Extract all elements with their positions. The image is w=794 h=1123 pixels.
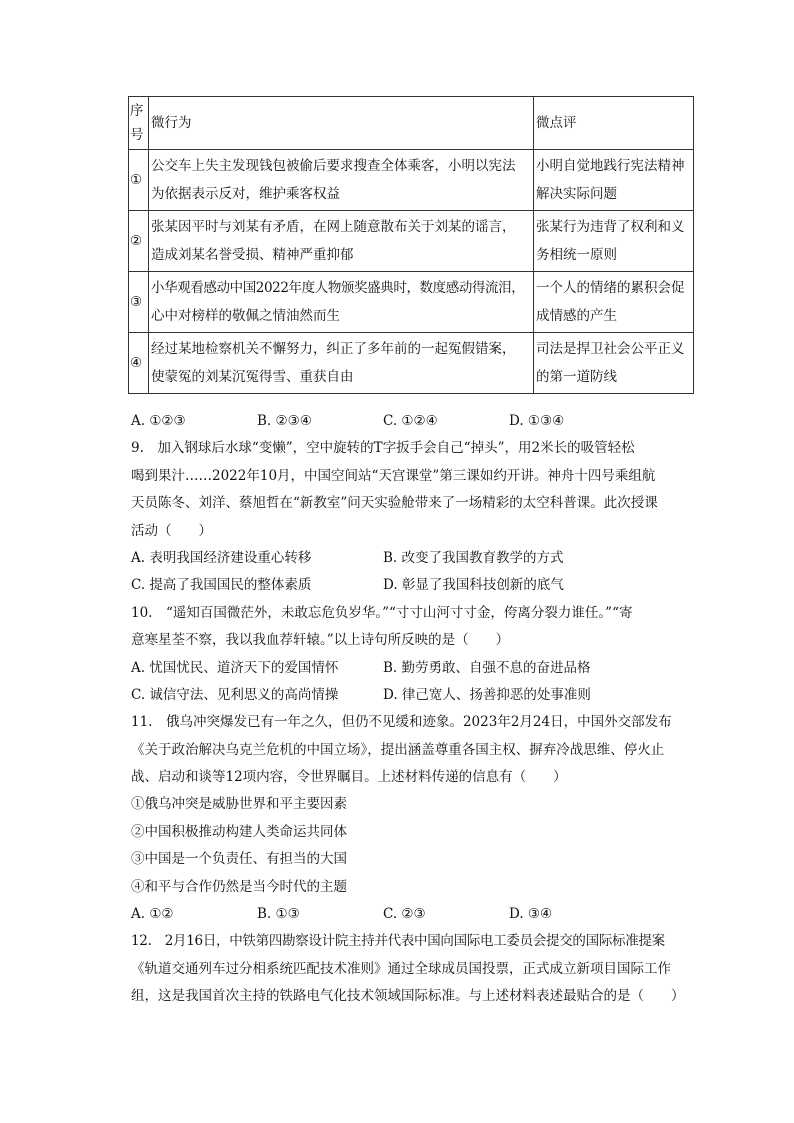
q12-stem-line: 组，这是我国首次主持的铁路电气化技术领域国际标准。与上述材料表述最贴合的是（ ）: [131, 988, 685, 1005]
question-10: [131, 600, 696, 710]
row-num: ④: [129, 333, 149, 394]
q8-options: [131, 408, 696, 435]
q9-stem-line: 9. 加入钢球后水球“变懒”，空中旋转的T字扳手会自己“掉头”，用2米长的吸管轻松: [131, 440, 635, 457]
q12-stem-line: 12. 2月16日，中铁第四勘察设计院主持并代表中国向国际电工委员会提交的国际标准提案: [131, 933, 665, 950]
q9-stem-line: 喝到果汁……2022年10月，中国空间站“天宫课堂”第三课如约开讲。神舟十四号乘组航: [131, 467, 656, 484]
q11-item: ①俄乌冲突是威胁世界和平主要因素: [131, 796, 347, 813]
q11-item: ③中国是一个负责任、有担当的大国: [131, 851, 347, 868]
q11-option-b[interactable]: B. ①③: [257, 906, 300, 923]
row-comment: 司法是捍卫社会公平正义 的第一道防线: [534, 333, 694, 394]
q8-option-d[interactable]: D. ①③④: [509, 413, 565, 429]
row-behavior: 公交车上失主发现钱包被偷后要求搜查全体乘客，小明以宪法 为依据表示反对，维护乘客权益: [149, 150, 534, 211]
q11-item: ④和平与合作仍然是当今时代的主题: [131, 878, 347, 895]
table-row: [129, 333, 694, 394]
q10-option-c[interactable]: C. 诚信守法、见利思义的高尚情操: [131, 686, 339, 703]
row-num: ①: [129, 150, 149, 211]
question-9: [131, 435, 696, 599]
question-12: [131, 928, 696, 1010]
q10-option-b[interactable]: B. 勤劳勇敢、自强不息的奋进品格: [383, 659, 591, 676]
q9-stem-line: 活动（ ）: [131, 522, 212, 539]
question-11: [131, 709, 696, 928]
q11-option-a[interactable]: A. ①②: [131, 906, 174, 923]
q9-stem-line: 天员陈冬、刘洋、蔡旭哲在“新教室”问天实验舱带来了一场精彩的太空科普课。此次授课: [131, 495, 658, 512]
q9-option-b[interactable]: B. 改变了我国教育教学的方式: [383, 549, 564, 566]
q8-option-a[interactable]: A. ①②③: [131, 413, 186, 429]
table-row: [129, 211, 694, 272]
table-header-row: [129, 97, 694, 150]
row-num: ③: [129, 272, 149, 333]
q11-item: ②中国积极推动构建人类命运共同体: [131, 823, 347, 840]
q11-stem-line: 战、启动和谈等12项内容，令世界瞩目。上述材料传递的信息有（ ）: [131, 769, 567, 786]
q9-option-d[interactable]: D. 彰显了我国科技创新的底气: [383, 577, 564, 594]
q9-option-c[interactable]: C. 提高了我国国民的整体素质: [131, 577, 312, 594]
q10-stem-line: 10. “遥知百国微茫外，未敢忘危负岁华。”“寸寸山河寸寸金，侉离分裂力谁任。”“寄: [131, 604, 633, 621]
q10-option-a[interactable]: A. 忧国忧民、道济天下的爱国情怀: [131, 659, 339, 676]
q9-option-a[interactable]: A. 表明我国经济建设重心转移: [131, 549, 312, 566]
row-comment: 小明自觉地践行宪法精神 解决实际问题: [534, 150, 694, 211]
header-seq: 序号: [129, 97, 149, 150]
row-behavior: 经过某地检察机关不懈努力，纠正了多年前的一起冤假错案， 使蒙冤的刘某沉冤得雪、重获自由: [149, 333, 534, 394]
row-comment: 一个人的情绪的累积会促 成情感的产生: [534, 272, 694, 333]
q8-option-b[interactable]: B. ②③④: [257, 413, 312, 429]
q10-stem-line: 意寒星荃不察，我以我血荐轩辕。”以上诗句所反映的是（ ）: [131, 632, 510, 649]
row-comment: 张某行为违背了权利和义 务相统一原则: [534, 211, 694, 272]
header-comment: 微点评: [534, 97, 694, 150]
row-behavior: 小华观看感动中国2022年度人物颁奖盛典时，数度感动得流泪， 心中对榜样的敬佩之情油然而生: [149, 272, 534, 333]
questions: [131, 408, 696, 1011]
q8-option-c[interactable]: C. ①②④: [383, 413, 438, 429]
q11-stem-line: 11. 俄乌冲突爆发已有一年之久，但仍不见缓和迹象。2023年2月24日，中国外交部发布: [131, 714, 672, 731]
row-num: ②: [129, 211, 149, 272]
q11-option-d[interactable]: D. ③④: [509, 906, 553, 923]
behavior-table: [128, 96, 694, 394]
row-behavior: 张某因平时与刘某有矛盾，在网上随意散布关于刘某的谣言， 造成刘某名誉受损、精神严重抑郁: [149, 211, 534, 272]
q12-stem-line: 《轨道交通列车过分相系统匹配技术准则》通过全球成员国投票，正式成立新项目国际工作: [131, 960, 671, 977]
header-behavior: 微行为: [149, 97, 534, 150]
q11-option-c[interactable]: C. ②③: [383, 906, 426, 923]
table-row: [129, 150, 694, 211]
q11-stem-line: 《关于政治解决乌克兰危机的中国立场》，提出涵盖尊重各国主权、摒弃冷战思维、停火止: [131, 741, 665, 758]
q10-option-d[interactable]: D. 律己宽人、扬善抑恶的处事准则: [383, 686, 591, 703]
table-row: [129, 272, 694, 333]
